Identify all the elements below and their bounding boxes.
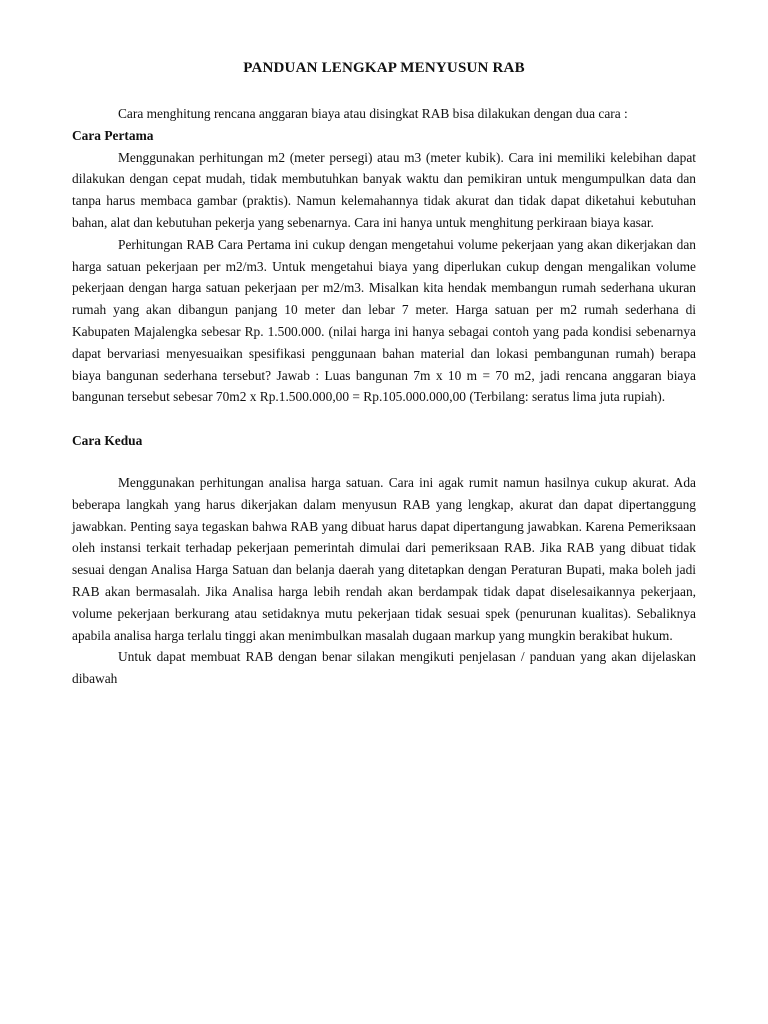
paragraph-cara-kedua-2: Untuk dapat membuat RAB dengan benar silakan mengikuti penjelasan / panduan yang akan dijelaskan dibawah <box>72 649 696 687</box>
paragraph-cara-pertama-1: Menggunakan perhitungan m2 (meter persegi) atau m3 (meter kubik). Cara ini memiliki kelebihan dapat dilakukan dengan cepat mudah, tidak membutuhkan banyak waktu dan pemikiran untuk mengumpulkan data dan tanpa harus membaca gambar (praktis). Namun kelemahannya tidak akurat dan tidak dapat diketahui kebutuhan bahan, alat dan kebutuhan pekerja yang sebenarnya. Cara ini hanya untuk menghitung perkiraan biaya kasar. <box>72 149 696 230</box>
document-title: PANDUAN LENGKAP MENYUSUN RAB <box>243 60 525 76</box>
paragraph-cara-pertama-2: Perhitungan RAB Cara Pertama ini cukup dengan mengetahui volume pekerjaan yang akan dikerjakan dan harga satuan pekerjaan per m2/m3. Untuk mengetahui biaya yang diperlukan cukup dengan mengalikan volume pekerjaan dengan harga satuan pekerjaan per m2/m3. Misalkan kita hendak membangun rumah sederhana ukuran rumah yang akan dibangun panjang 10 meter dan lebar 7 meter. Harga satuan per m2 rumah sederhana di Kabupaten Majalengka sebesar Rp. 1.500.000. (nilai harga ini hanya sebagai contoh yang pada kondisi sebenarnya dapat bervariasi menyesuaikan spesifikasi penggunaan bahan material dan lokasi pembangunan rumah) berapa biaya bangunan sederhana tersebut? Jawab : Luas bangunan 7m x 10 m = 70 m2, jadi rencana anggaran biaya bangunan tersebut sebesar 70m2 x Rp.1.500.000,00 = Rp.105.000.000,00 (Terbilang: seratus lima juta rupiah). <box>72 236 696 405</box>
section-heading-cara-pertama: Cara Pertama <box>72 127 154 143</box>
paragraph-cara-kedua-1: Menggunakan perhitungan analisa harga satuan. Cara ini agak rumit namun hasilnya cukup akurat. Ada beberapa langkah yang harus dikerjakan dalam menyusun RAB yang lengkap, akurat dan dapat dipertanggung jawabkan. Penting saya tegaskan bahwa RAB yang dibuat harus dapat dipertangung jawabkan. Karena Pemeriksaan oleh instansi terkait terhadap pekerjaan pemerintah dimulai dari pemeriksaan RAB. Jika RAB yang dibuat tidak sesuai dengan Analisa Harga Satuan dan belanja daerah yang ditetapkan dengan Peraturan Bupati, maka boleh jadi RAB akan bermasalah. Jika Analisa harga lebih rendah akan berdampak tidak dapat diselesaikannya pekerjaan, volume pekerjaan berkurang atau setidaknya mutu pekerjaan tidak sesuai spek (penurunan kualitas). Sebaliknya apabila analisa harga terlalu tinggi akan menimbulkan masalah dugaan markup yang mungkin berakibat hukum. <box>72 474 696 643</box>
section-heading-cara-kedua: Cara Kedua <box>72 433 143 449</box>
intro-paragraph: Cara menghitung rencana anggaran biaya atau disingkat RAB bisa dilakukan dengan dua cara : <box>118 106 628 121</box>
